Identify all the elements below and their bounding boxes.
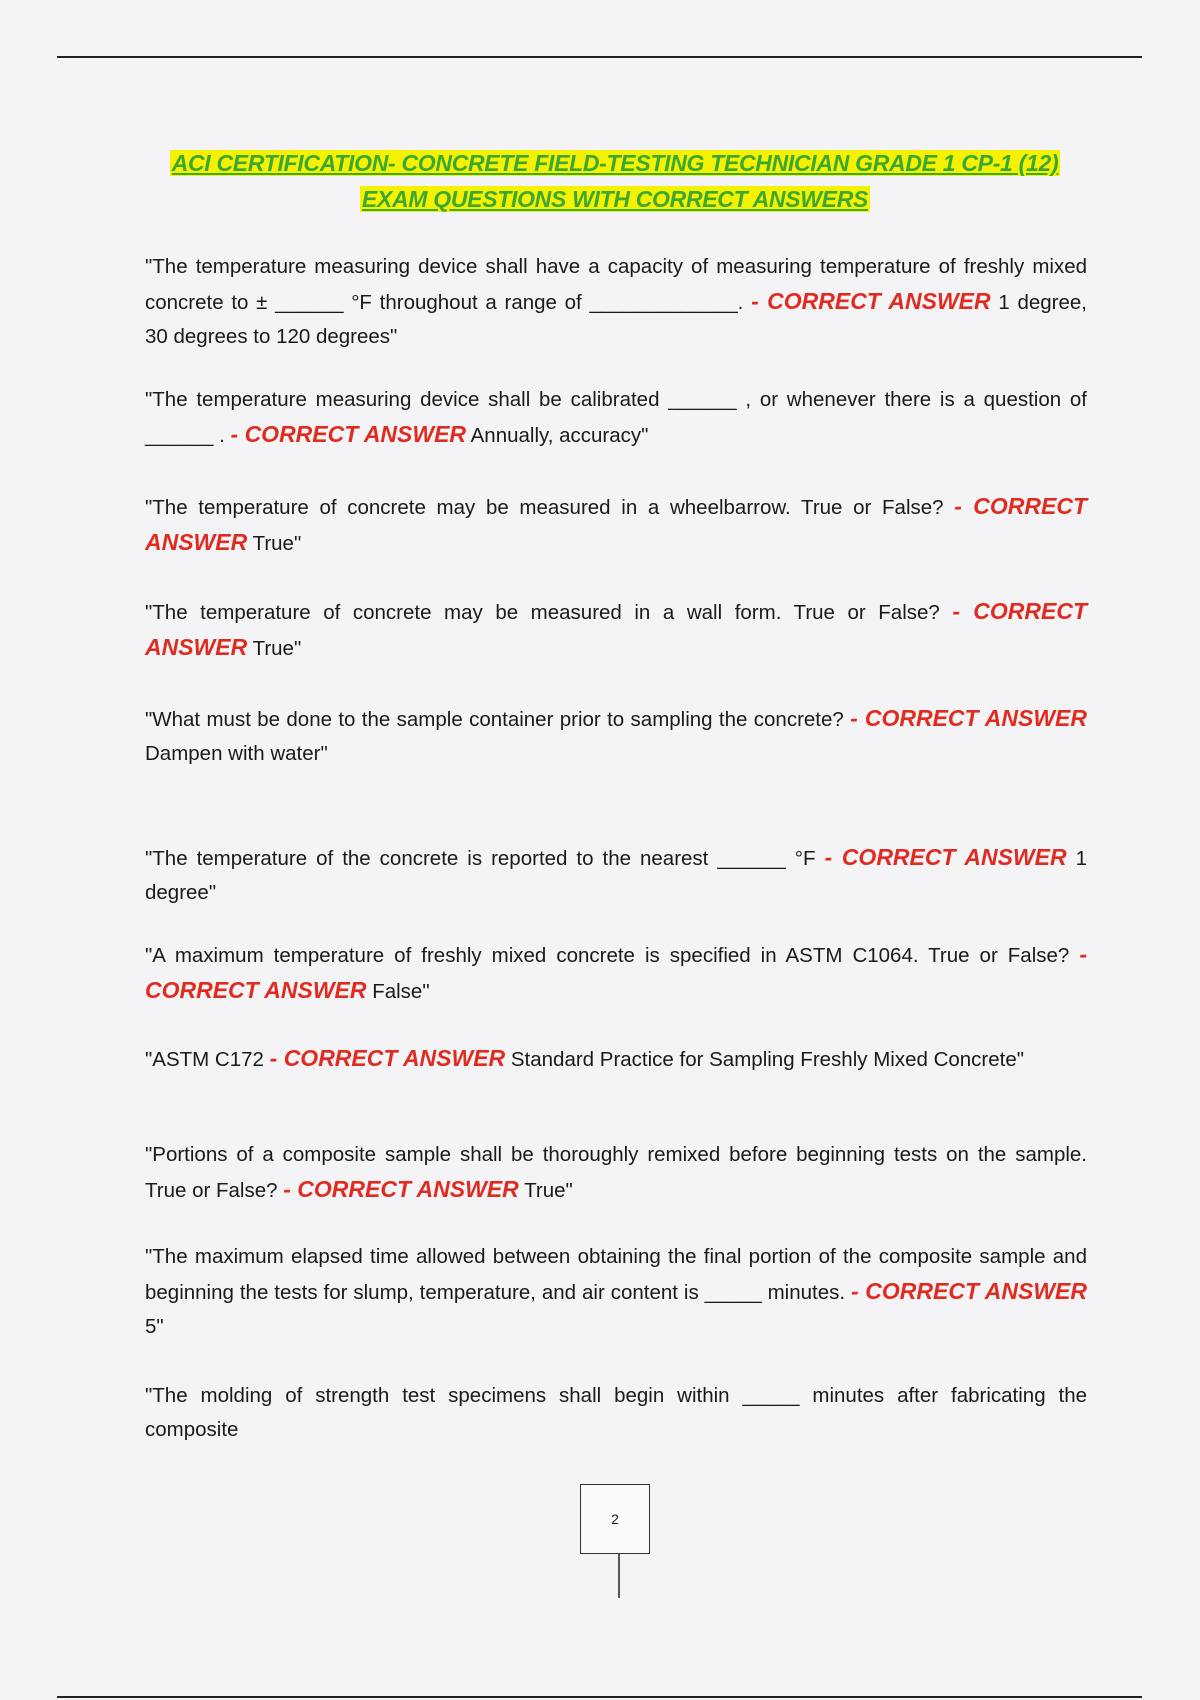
correct-answer-marker: - CORRECT ANSWER bbox=[145, 598, 1087, 660]
correct-answer-marker: - CORRECT ANSWER bbox=[850, 705, 1088, 731]
footer-rule bbox=[57, 1696, 1142, 1698]
correct-answer-marker: - CORRECT ANSWER bbox=[751, 288, 991, 314]
correct-answer-marker: - CORRECT ANSWER bbox=[824, 844, 1067, 870]
document-title bbox=[120, 145, 1110, 217]
question-text: "The temperature measuring device shall be calibrated ______ , or whenever there is a question of ______ . bbox=[145, 388, 1087, 447]
answer-text: 1 degree, 30 degrees to 120 degrees" bbox=[145, 291, 1087, 348]
answer-text: Dampen with water" bbox=[145, 742, 328, 765]
question-text: "A maximum temperature of freshly mixed concrete is specified in ASTM C1064. True or False? bbox=[145, 944, 1070, 967]
qa-item bbox=[145, 250, 1087, 354]
question-text: "The maximum elapsed time allowed between obtaining the final portion of the composite sample and beginning the tests for slump, temperature, and air content is _____ minutes. bbox=[145, 1245, 1087, 1304]
header-rule bbox=[57, 56, 1142, 58]
qa-item bbox=[145, 1240, 1087, 1344]
question-text: "Portions of a composite sample shall be thoroughly remixed before beginning tests on the sample. True or False? bbox=[145, 1143, 1087, 1202]
page-number bbox=[580, 1484, 650, 1554]
answer-text: 1 degree" bbox=[145, 847, 1088, 904]
qa-item bbox=[145, 1138, 1087, 1208]
correct-answer-marker: - CORRECT ANSWER bbox=[269, 1045, 506, 1071]
correct-answer-marker: - CORRECT ANSWER bbox=[145, 493, 1087, 555]
answer-text: Annually, accuracy" bbox=[470, 424, 649, 447]
page-number-text: 2 bbox=[611, 1511, 619, 1527]
question-text: "ASTM C172 bbox=[145, 1048, 264, 1071]
question-text: "The temperature of concrete may be measured in a wall form. True or False? bbox=[145, 601, 940, 624]
qa-item bbox=[145, 937, 1087, 1009]
correct-answer-marker: - CORRECT ANSWER bbox=[850, 1278, 1087, 1304]
title-line-1: ACI CERTIFICATION- CONCRETE FIELD-TESTING TECHNICIAN GRADE 1 CP-1 (12) bbox=[171, 150, 1059, 176]
answer-text: True" bbox=[252, 637, 302, 660]
correct-answer-marker: - CORRECT ANSWER bbox=[230, 421, 467, 447]
answer-text: False" bbox=[372, 980, 430, 1003]
qa-item bbox=[145, 383, 1087, 453]
question-text: "The temperature measuring device shall have a capacity of measuring temperature of freshly mixed concrete to ± ______ °F throughout a range of _____________. bbox=[145, 255, 1087, 314]
question-text: "What must be done to the sample container prior to sampling the concrete? bbox=[145, 708, 844, 731]
page-number-stem bbox=[618, 1554, 620, 1598]
question-text: "The temperature of the concrete is reported to the nearest ______ °F bbox=[145, 847, 816, 870]
question-text: "The molding of strength test specimens shall begin within _____ minutes after fabricating the composite bbox=[145, 1384, 1087, 1441]
qa-item bbox=[145, 1379, 1087, 1447]
correct-answer-marker: - CORRECT ANSWER bbox=[145, 941, 1087, 1003]
answer-text: 5" bbox=[145, 1315, 164, 1338]
qa-item bbox=[145, 701, 1087, 771]
answer-text: Standard Practice for Sampling Freshly Mixed Concrete" bbox=[510, 1048, 1025, 1071]
correct-answer-marker: - CORRECT ANSWER bbox=[283, 1176, 519, 1202]
qa-item bbox=[145, 489, 1087, 561]
answer-text: True" bbox=[524, 1179, 573, 1202]
qa-item bbox=[145, 1041, 1087, 1077]
title-line-2: EXAM QUESTIONS WITH CORRECT ANSWERS bbox=[361, 186, 869, 212]
qa-item bbox=[145, 594, 1087, 666]
question-text: "The temperature of concrete may be measured in a wheelbarrow. True or False? bbox=[145, 496, 944, 519]
answer-text: True" bbox=[252, 532, 302, 555]
qa-item bbox=[145, 840, 1087, 910]
